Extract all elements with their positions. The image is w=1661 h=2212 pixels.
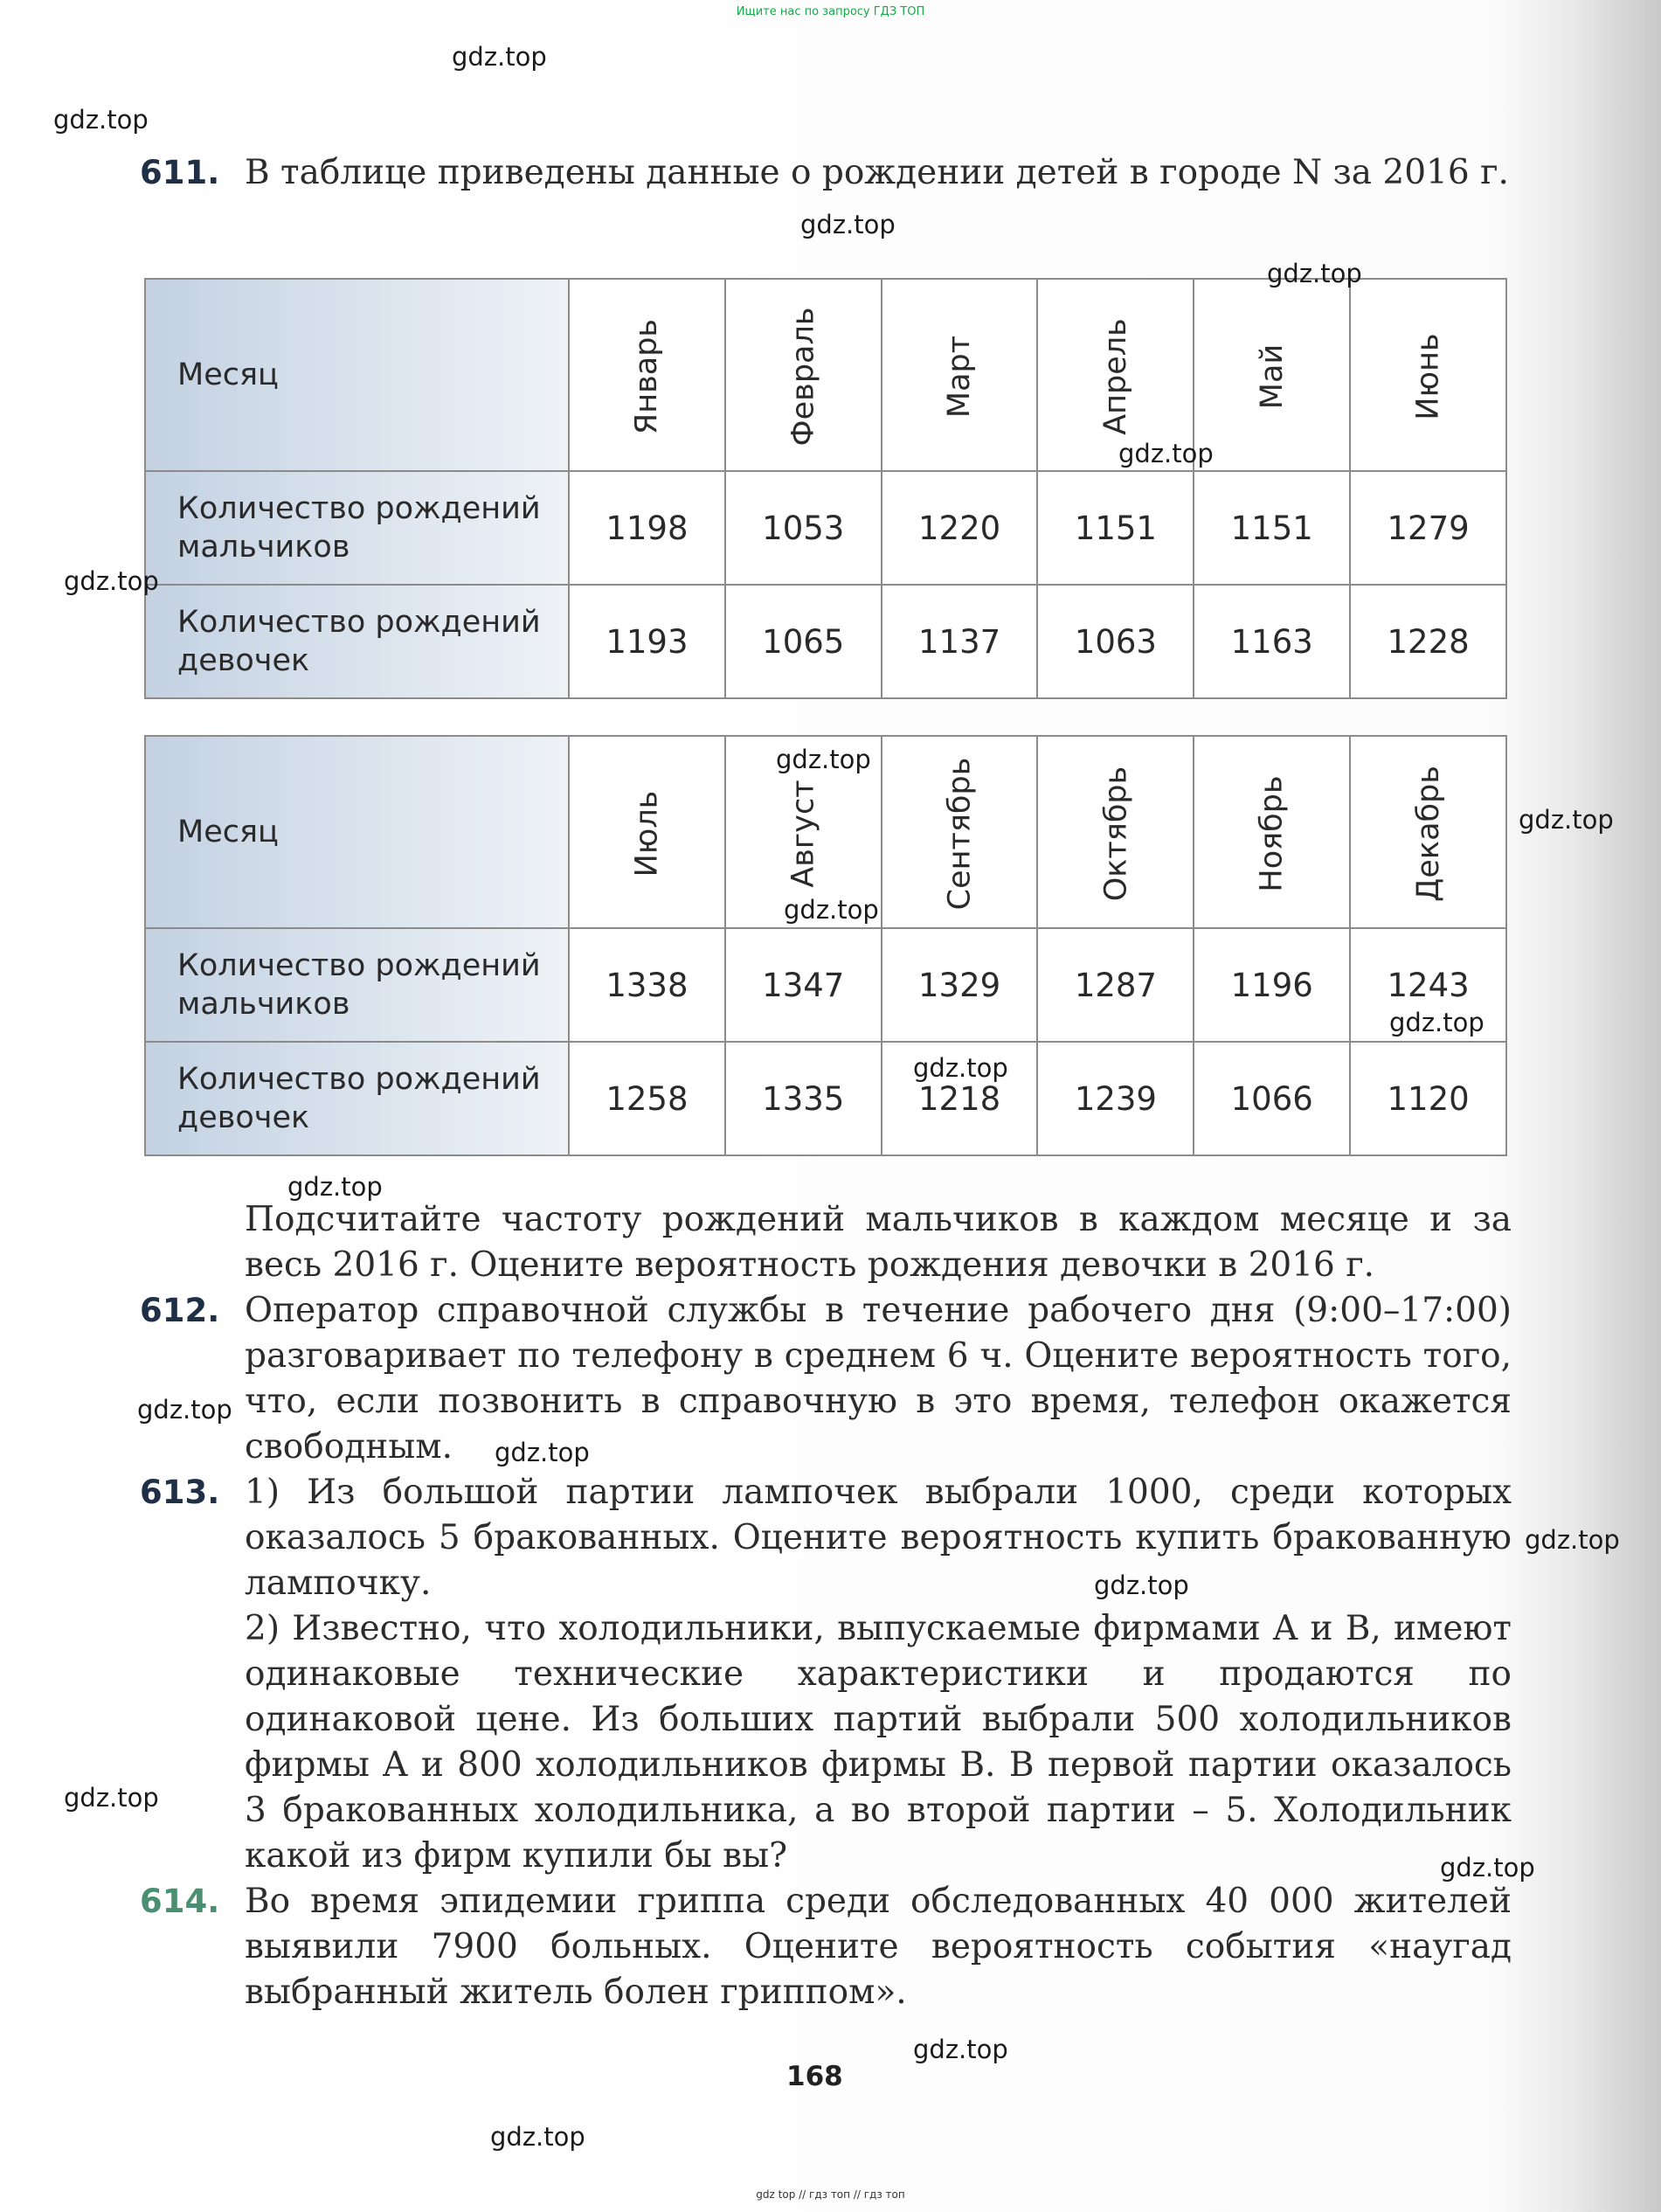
month-label: Июнь (1410, 332, 1446, 420)
table-cell: 1198 (569, 471, 725, 585)
table-cell: 1228 (1350, 585, 1506, 698)
watermark: gdz.top (64, 1783, 159, 1813)
table-cell: 1258 (569, 1042, 725, 1155)
table-cell: 1137 (882, 585, 1038, 698)
watermark: gdz.top (913, 2035, 1008, 2064)
problem-number: 614. (140, 1883, 220, 1920)
row-header-boys: Количество рождений мальчиков (145, 471, 569, 585)
table-cell: 1335 (725, 1042, 882, 1155)
watermark: gdz.top (452, 42, 547, 72)
table-cell: 1066 (1194, 1042, 1350, 1155)
watermark: gdz.top (1094, 1571, 1189, 1600)
month-label: Март (942, 335, 978, 418)
problem-613-part2: 2) Известно, что холодильники, выпускаемые фирмами A и B, имеют одинаковые технические характеристики и продаются по одинаковой цене. Из больших партий выбрали 500 холодильников фирмы A и 800 холодильников фирмы B. В первой партии оказалось 3 бракованных холодильника, а во второй партии – 5. Холодильник какой из фирм купили бы вы? (245, 1609, 1512, 1876)
watermark: gdz.top (53, 105, 149, 135)
bottom-banner[interactable]: gdz top // гдз топ // гдз топ (756, 2188, 905, 2201)
problem-611 (140, 150, 1512, 196)
row-header-month: Месяц (145, 279, 569, 471)
month-label: Октябрь (1097, 766, 1133, 901)
problem-number: 613. (140, 1474, 220, 1511)
month-label: Декабрь (1410, 765, 1446, 902)
month-label: Июль (629, 790, 665, 877)
table-cell: 1065 (725, 585, 882, 698)
row-header-girls: Количество рождений девочек (145, 1042, 569, 1155)
problem-number: 611. (140, 154, 220, 191)
problem-611-question: Подсчитайте частоту рождений мальчиков в каждом месяце и за весь 2016 г. Оцените вероятность рождения девочки в 2016 г. (245, 1200, 1512, 1285)
month-label: Апрель (1097, 317, 1133, 435)
table-row-boys (145, 471, 1506, 585)
month-label: Январь (629, 318, 665, 434)
problem-612 (140, 1288, 1512, 1470)
problem-611-intro: В таблице приведены данные о рождении детей в городе N за 2016 г. (245, 153, 1509, 192)
births-table-jul-dec (144, 735, 1507, 1156)
table-cell: 1053 (725, 471, 882, 585)
month-label: Ноябрь (1254, 774, 1290, 892)
watermark: gdz.top (1267, 259, 1362, 288)
problem-611-question-block (140, 1197, 1512, 1288)
table-cell: 1338 (569, 928, 725, 1042)
table-row-girls (145, 1042, 1506, 1155)
problem-613 (140, 1470, 1512, 1879)
page-number: 168 (786, 2061, 843, 2092)
month-label: Февраль (786, 307, 821, 446)
table-cell: 1196 (1194, 928, 1350, 1042)
problem-614 (140, 1879, 1512, 2015)
watermark: gdz.top (1389, 1008, 1485, 1037)
table-cell: 1279 (1350, 471, 1506, 585)
table-cell: 1243 (1350, 928, 1506, 1042)
table-cell: 1347 (725, 928, 882, 1042)
watermark: gdz.top (495, 1438, 590, 1467)
watermark: gdz.top (776, 745, 871, 774)
month-label: Август (786, 779, 821, 888)
problem-612-text: Оператор справочной службы в течение рабочего дня (9:00–17:00) разговаривает по телефону в среднем 6 ч. Оцените вероятность того, что, если позвонить в справочную в это время, телефон окажется свободным. (245, 1291, 1512, 1467)
watermark: gdz.top (800, 210, 896, 239)
row-header-boys: Количество рождений мальчиков (145, 928, 569, 1042)
row-header-month: Месяц (145, 736, 569, 928)
table-cell: 1163 (1194, 585, 1350, 698)
watermark: gdz.top (490, 2122, 585, 2152)
table-cell: 1287 (1037, 928, 1194, 1042)
watermark: gdz.top (137, 1395, 232, 1425)
watermark: gdz.top (64, 566, 159, 596)
table-row-month (145, 279, 1506, 471)
watermark: gdz.top (287, 1172, 383, 1202)
watermark: gdz.top (1525, 1525, 1620, 1555)
table-cell: 1120 (1350, 1042, 1506, 1155)
problem-number: 612. (140, 1292, 220, 1329)
table-cell: 1329 (882, 928, 1038, 1042)
table-cell: 1193 (569, 585, 725, 698)
month-label: Сентябрь (942, 757, 978, 910)
births-table-jan-jun (144, 278, 1507, 699)
top-banner[interactable]: Ищите нас по запросу ГДЗ ТОП (736, 5, 925, 18)
watermark: gdz.top (784, 895, 879, 925)
problem-613-part1: 1) Из большой партии лампочек выбрали 1000, среди которых оказалось 5 бракованных. Оцените вероятность купить бракованную лампочку. (245, 1473, 1512, 1603)
table-cell: 1239 (1037, 1042, 1194, 1155)
table-cell: 1218 (882, 1042, 1038, 1155)
table-row-girls (145, 585, 1506, 698)
table-row-boys (145, 928, 1506, 1042)
problem-614-text: Во время эпидемии гриппа среди обследованных 40 000 жителей выявили 7900 больных. Оцените вероятность события «наугад выбранный житель болен гриппом». (245, 1882, 1512, 2012)
table-cell: 1151 (1194, 471, 1350, 585)
table-cell: 1151 (1037, 471, 1194, 585)
table-cell: 1063 (1037, 585, 1194, 698)
month-label: Май (1254, 343, 1290, 409)
watermark: gdz.top (913, 1053, 1008, 1083)
watermark: gdz.top (1519, 805, 1614, 835)
row-header-girls: Количество рождений девочек (145, 585, 569, 698)
watermark: gdz.top (1118, 439, 1214, 468)
table-cell: 1220 (882, 471, 1038, 585)
watermark: gdz.top (1440, 1853, 1535, 1883)
